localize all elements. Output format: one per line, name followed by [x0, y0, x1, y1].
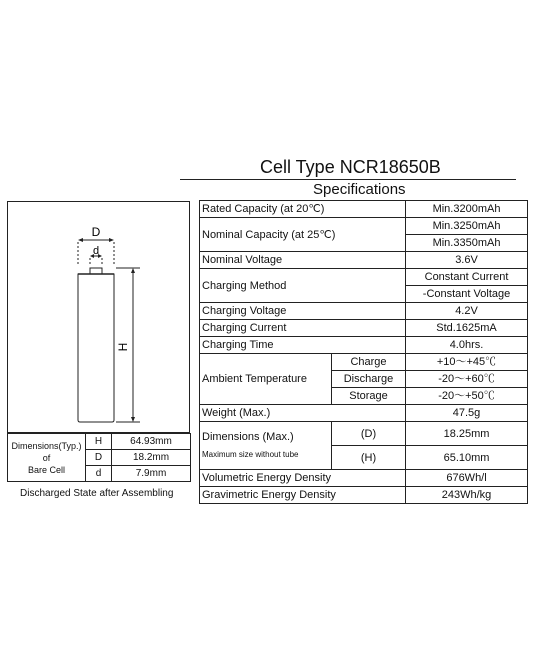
spec-label: Volumetric Energy Density — [200, 470, 406, 487]
spec-label: Gravimetric Energy Density — [200, 487, 406, 504]
dim-value: 18.2mm — [112, 450, 191, 466]
spec-value: +10～+45℃ — [406, 354, 528, 371]
dim-symbol: H — [86, 434, 112, 450]
cell-body — [78, 274, 114, 422]
spec-label: Charging Voltage — [200, 303, 406, 320]
dimensions-note: Maximum size without tube — [202, 449, 299, 459]
bare-cell-label-line: Dimensions(Typ.) — [11, 440, 82, 451]
bare-cell-label-line: of — [42, 452, 51, 463]
spec-value: 47.5g — [406, 405, 528, 422]
spec-sublabel: Charge — [332, 354, 406, 371]
bare-cell-label — [8, 434, 86, 482]
table-row — [200, 252, 528, 269]
dim-value: 7.9mm — [112, 466, 191, 482]
spec-value: Min.3350mAh — [406, 235, 528, 252]
cell-drawing-frame — [7, 201, 190, 433]
arrow — [78, 238, 83, 242]
spec-label: Nominal Capacity (at 25℃) — [200, 218, 406, 252]
bare-cell-caption: Discharged State after Assembling — [20, 488, 174, 499]
table-row — [200, 470, 528, 487]
table-row — [200, 487, 528, 504]
table-row — [200, 269, 528, 286]
cell-terminal — [90, 268, 102, 274]
page-title: Cell Type NCR18650B — [260, 157, 441, 177]
dim-D-label: D — [91, 225, 101, 239]
dim-H-label: H — [116, 342, 130, 352]
spec-label: Charging Method — [200, 269, 406, 303]
specifications-table — [199, 200, 528, 504]
table-row — [200, 337, 528, 354]
table-row — [200, 218, 528, 235]
table-row — [200, 320, 528, 337]
spec-value: 4.0hrs. — [406, 337, 528, 354]
dim-symbol: d — [86, 466, 112, 482]
spec-value: Min.3250mAh — [406, 218, 528, 235]
spec-sublabel: Discharge — [332, 371, 406, 388]
spec-label — [200, 422, 332, 470]
arrow — [109, 238, 114, 242]
spec-label: Charging Time — [200, 337, 406, 354]
dim-value: 64.93mm — [112, 434, 191, 450]
spec-value: 4.2V — [406, 303, 528, 320]
spec-label: Rated Capacity (at 20℃) — [200, 201, 406, 218]
spec-label: Charging Current — [200, 320, 406, 337]
spec-value: 3.6V — [406, 252, 528, 269]
dim-symbol: D — [86, 450, 112, 466]
page-subtitle: Specifications — [313, 181, 406, 198]
table-row — [200, 201, 528, 218]
arrow — [131, 417, 135, 422]
spec-value: 65.10mm — [406, 446, 528, 470]
bare-cell-dimensions-table — [7, 433, 191, 482]
spec-sublabel: (D) — [332, 422, 406, 446]
spec-label: Nominal Voltage — [200, 252, 406, 269]
spec-value: 18.25mm — [406, 422, 528, 446]
dimensions-label: Dimensions (Max.) — [202, 430, 294, 443]
spec-value: Std.1625mA — [406, 320, 528, 337]
cell-drawing — [8, 202, 189, 432]
table-row — [8, 434, 191, 450]
table-row — [200, 405, 528, 422]
spec-value: -Constant Voltage — [406, 286, 528, 303]
arrow — [131, 268, 135, 273]
spec-sublabel: (H) — [332, 446, 406, 470]
spec-value: 676Wh/l — [406, 470, 528, 487]
dim-d-label: d — [92, 245, 100, 257]
spec-value: Min.3200mAh — [406, 201, 528, 218]
spec-label: Ambient Temperature — [200, 354, 332, 405]
spec-sublabel: Storage — [332, 388, 406, 405]
table-row — [200, 422, 528, 446]
spec-label: Weight (Max.) — [200, 405, 406, 422]
bare-cell-label-line: Bare Cell — [27, 464, 65, 475]
table-row — [200, 354, 528, 371]
spec-value: -20～+50℃ — [406, 388, 528, 405]
spec-value: Constant Current — [406, 269, 528, 286]
spec-value: -20～+60℃ — [406, 371, 528, 388]
spec-value: 243Wh/kg — [406, 487, 528, 504]
title-divider — [180, 179, 516, 180]
table-row — [200, 303, 528, 320]
